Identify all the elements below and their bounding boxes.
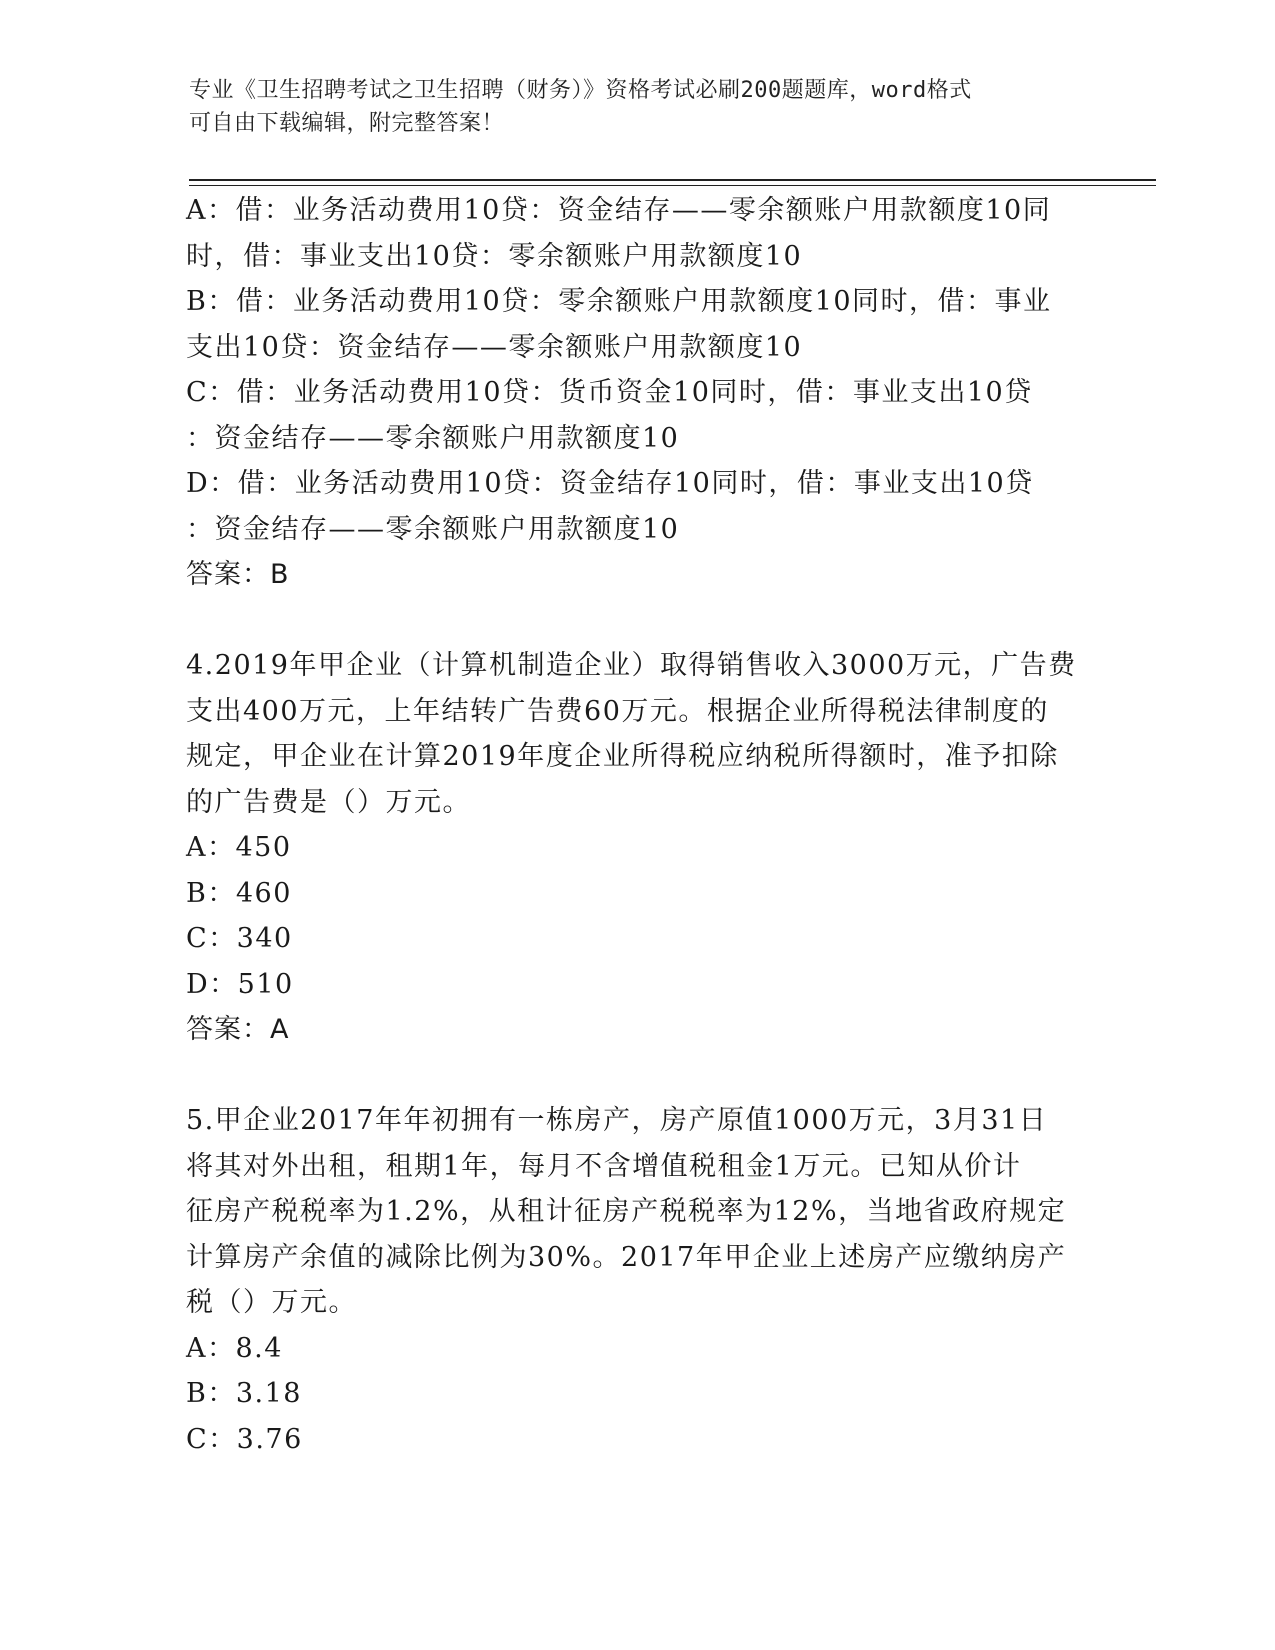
q3-option-d-line-2: ：资金结存——零余额账户用款额度10 <box>186 513 680 545</box>
q5-stem-line-3: 征房产税税率为1.2%，从租计征房产税税率为12%，当地省政府规定 <box>186 1196 1067 1227</box>
q3-option-c-line-2: ：资金结存——零余额账户用款额度10 <box>186 422 680 454</box>
q5-option-b: B：3.18 <box>186 1378 302 1409</box>
q4-stem-line-1: 4.2019年甲企业（计算机制造企业）取得销售收入3000万元，广告费 <box>186 650 1077 681</box>
question-spacer <box>186 1053 1086 1099</box>
question-5 <box>186 1098 1086 1462</box>
q3-option-c-line-1: C：借：业务活动费用10贷：货币资金10同时，借：事业支出10贷 <box>186 377 1033 408</box>
q4-stem-line-3: 规定，甲企业在计算2019年度企业所得税应纳税所得额时，准予扣除 <box>186 741 1059 772</box>
q5-stem-line-5: 税（）万元。 <box>186 1287 357 1318</box>
q3-option-a-line-2: 时，借：事业支出10贷：零余额账户用款额度10 <box>186 240 803 272</box>
q4-option-a: A：450 <box>186 832 292 863</box>
q3-answer: 答案：B <box>186 559 290 590</box>
q3-option-d-line-1: D：借：业务活动费用10贷：资金结存10同时，借：事业支出10贷 <box>186 468 1034 499</box>
q5-stem-line-1: 5.甲企业2017年年初拥有一栋房产，房产原值1000万元，3月31日 <box>186 1105 1048 1136</box>
q3-option-b-line-2: 支出10贷：资金结存——零余额账户用款额度10 <box>186 331 803 363</box>
question-3 <box>186 188 1086 598</box>
q5-option-c: C：3.76 <box>186 1423 303 1455</box>
question-4 <box>186 643 1086 1053</box>
q4-option-d: D：510 <box>186 968 294 1000</box>
question-spacer <box>186 598 1086 644</box>
q3-option-b-line-1: B：借：业务活动费用10贷：零余额账户用款额度10同时，借：事业 <box>186 286 1052 317</box>
q4-option-c: C：340 <box>186 923 293 954</box>
header-title-line-2: 可自由下载编辑，附完整答案！ <box>189 111 505 136</box>
q4-stem-line-2: 支出400万元，上年结转广告费60万元。根据企业所得税法律制度的 <box>186 695 1049 727</box>
q5-stem-line-2: 将其对外出租，租期1年，每月不含增值税租金1万元。已知从价计 <box>186 1150 1022 1182</box>
q4-answer: 答案：A <box>186 1014 290 1045</box>
q5-option-a: A：8.4 <box>186 1332 283 1364</box>
q4-option-b: B：460 <box>186 877 292 909</box>
document-body <box>186 188 1086 1462</box>
document-header <box>189 74 1089 140</box>
header-title-line-1: 专业《卫生招聘考试之卫生招聘（财务）》资格考试必刷200题题库，word格式 <box>189 78 972 103</box>
q3-option-a-line-1: A：借：业务活动费用10贷：资金结存——零余额账户用款额度10同 <box>186 195 1052 226</box>
q4-stem-line-4: 的广告费是（）万元。 <box>186 786 471 818</box>
header-divider-thick <box>189 179 1156 181</box>
q5-stem-line-4: 计算房产余值的减除比例为30%。2017年甲企业上述房产应缴纳房产 <box>186 1241 1067 1273</box>
header-divider-thin <box>189 185 1156 186</box>
